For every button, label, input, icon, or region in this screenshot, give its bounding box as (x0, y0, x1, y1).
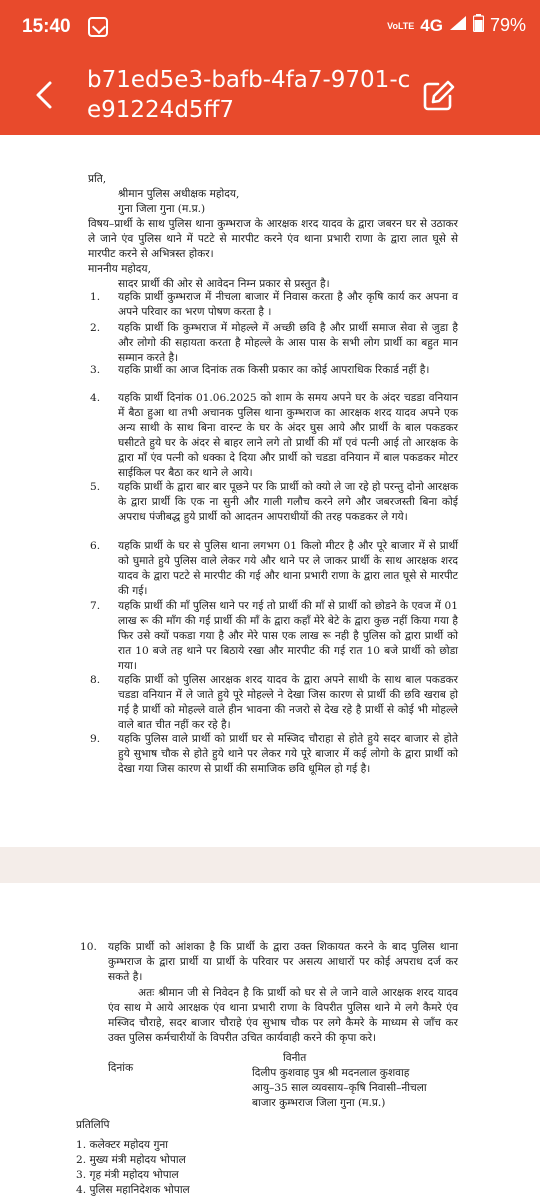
copy-label: प्रतिलिपि (76, 1119, 110, 1131)
network-label: 4G (420, 15, 443, 35)
point-number: 7. (90, 600, 101, 612)
point-number: 4. (90, 392, 101, 404)
point-number: 5. (90, 481, 101, 493)
request-paragraph: अतः श्रीमान जी से निवेदन है कि प्रार्थी को घर से ले जाने वाले आरक्षक शरद यादव एंव साथ मे आये आरक्षक एंव थाना प्रभारी राणा के विपरीत पुलिस थाने मे लगे कैमरे एंव मस्जिद चौराहे, सदर बाजार चौराहे एंव सुभाष चौक पर लगे कैमरे के माध्यम से जाँच कर उक्त पुलिस कर्मचारीयों के विपरीत उचित कार्यवाही करने की कृपा करे। (108, 987, 458, 1044)
copy-item: 3. गृह मंत्री महोदय भोपाल (76, 1169, 179, 1181)
document-viewer[interactable] (0, 135, 540, 1200)
point-text: यहकि प्रार्थी का आज दिनांक तक किसी प्रकार का कोई आपराधिक रिकार्ड नहीं है। (118, 364, 430, 376)
point-text: यहकि प्रार्थी को पुलिस आरक्षक शरद यादव के द्वारा अपने साथी के साथ बाल पकडकर चडडा वनियान में ले जाते हुये पूरे मोहल्ले ने देखा जिस कारण से प्रार्थी की छवि खराब हो गई है प्रार्थी को मोहल्ले वाले हीन भावना की नजरो से देख रहे है प्रार्थी से कोई भी मोहल्ले वाले बात चीत नहीं कर रहे है। (118, 674, 458, 731)
document-page-2 (0, 883, 540, 1200)
point-number: 3. (90, 364, 101, 376)
greeting: माननीय महोदय, (88, 263, 151, 275)
status-time: 15:40 (22, 16, 71, 37)
point-number: 1. (90, 291, 101, 303)
point-text: यहकि प्रार्थी के घर से पुलिस थाना लगभग 01 किलो मीटर है और पूरे बाजार में से प्रार्थी को घुमाते हुये पुलिस वाले लेकर गये और थाने पर ले जाकर प्रार्थी के साथ आरक्षक शरद यादव के द्वारा पटटे से मारपीट की गई और थाना प्रभारी राणा के द्वारा लात घूसे से मारपीट की गई। (118, 540, 458, 597)
document-title: b71ed5e3-bafb-4fa7-9701-ce91224d5ff7 (87, 67, 411, 123)
battery-icon (473, 14, 484, 37)
point-text: यहकि प्रार्थी कुम्भराज में नीचला बाजार में निवास करता है और कृषि कार्य कर अपना व अपने परिवार का भरण पोषण करता है । (118, 291, 458, 318)
copy-item: 2. मुख्य मंत्री महोदय भोपाल (76, 1154, 186, 1166)
point-text: यहकि प्रार्थी को आंशका है कि प्रार्थी के द्वारा उक्त शिकायत करने के बाद पुलिस थाना कुम्भराज के द्वारा प्रार्थी या प्रार्थी के परिवार पर असत्य आधारों पर कोई अपराध दर्ज कर सकते है। (108, 941, 458, 983)
addressee-line-1: श्रीमान पुलिस अधीक्षक महोदय, (118, 188, 240, 200)
point-text: यहकि प्रार्थी के द्वारा बार बार पूछने पर कि प्रार्थी को क्यो ले जा रहे हो परन्तु दोनो आरक्षक के द्वारा प्रार्थी कि एक ना सुनी और गाली गलौच करने लगे और जबरजस्ती बिना कोई अपराध पंजीबद्ध हुये प्रार्थी को आदतन आपराधीयों की तरह पकडकर ले गये। (118, 481, 458, 523)
volte-label: VoLTE (387, 20, 415, 31)
back-button[interactable] (26, 75, 66, 115)
copy-item: 1. कलेक्टर महोदय गुना (76, 1139, 169, 1151)
point-number: 10. (80, 941, 97, 953)
edit-icon (418, 76, 458, 116)
point-text: यहकि प्रार्थी कि कुम्भराज में मोहल्ले में अच्छी छवि है और प्रार्थी समाज सेवा से जुडा है और लोगो की सहायता करता है मोहल्ले के आस पास के सभी लोग प्रार्थी का बहुत मान सम्मान करते है। (118, 322, 458, 364)
sender-line-3: बाजार कुम्भराज जिला गुना (म.प्र.) (252, 1097, 386, 1109)
salutation: प्रति, (88, 173, 107, 185)
intro-line: सादर प्रार्थी की ओर से आवेदन निम्न प्रकार से प्रस्तुत है। (118, 278, 330, 290)
point-number: 2. (90, 322, 101, 334)
document-page-1 (0, 135, 540, 847)
point-number: 9. (90, 733, 101, 745)
subject: विषय–प्रार्थी के साथ पुलिस थाना कुम्भराज के आरक्षक शरद यादव के द्वारा जबरन घर से उठाकर ले जाने एंव पुलिस थाने में पटटे से मारपीट करने एंव थाना प्रभारी राणा के द्वारा लात घूसे से मारपीट करने से अभित्रस्त होकर। (88, 218, 458, 260)
addressee-line-2: गुना जिला गुना (म.प्र.) (118, 203, 206, 215)
app-notification-icon (88, 17, 108, 37)
point-number: 8. (90, 674, 101, 686)
signal-icon (449, 15, 467, 36)
point-text: यहकि प्रार्थी दिनांक 01.06.2025 को शाम के समय अपने घर के अंदर चडडा वनियान में बैठा हुआ था तभी अचानक पुलिस थाना कुम्भराज का आरक्षक शरद यादव अपने एक अन्य साथी के साथ बिना वारन्ट के घर के अंदर घुस आये और प्रार्थी के बाल पकडकर घसीटते हुये घर के अंदर से बाहर लाने लगे तो प्रार्थी की माँ एवं पत्नी आई तो आरक्षक के द्वारा माँ एंव पत्नी को धक्का दे दिया और प्रार्थी को चडडा वनियान में बाल पकडकर मोटर साईकिल पर बैठा कर थाने ले आये। (118, 392, 458, 479)
sender-line-1: दिलीप कुशवाह पुत्र श्री मदनलाल कुशवाह (252, 1067, 410, 1079)
closing: विनीत (283, 1052, 307, 1064)
sender-line-2: आयु–35 साल व्यवसाय–कृषि निवासी–नीचला (252, 1082, 427, 1094)
point-text: यहकि प्रार्थी की माँ पुलिस थाने पर गई तो प्रार्थी की माँ से प्रार्थी को छोडने के एवज में 01 लाख रू की माँग की गई प्रार्थी की माँ के द्वारा कहाँ मेरे बेटे के द्वारा कुछ नहीं किया गया है फिर उसे क्यों पकडा गया है और मेरे पास एक लाख रू नही है पुलिस को द्वारा प्रार्थी को रात 10 बजे तह थाने पर बिठाये रखा और मारपीट की गई रात 10 बजे प्रार्थी को छोडा गया। (118, 600, 458, 672)
point-number: 6. (90, 540, 101, 552)
copy-item: 4. पुलिस महानिदेशक भोपाल (76, 1184, 190, 1196)
point-text: यहकि पुलिस वाले प्रार्थी को प्रार्थी घर से मस्जिद चौराहा से होते हुये सदर बाजार से होते हुये सुभाष चौक से होते हुये थाने पर लेकर गये पूरे बाजार में कई लोगो के द्वारा प्रार्थी को देखा गया जिस कारण से प्रार्थी की समाजिक छवि धूमिल हो गई है। (118, 733, 458, 775)
app-header (0, 55, 540, 135)
back-arrow-icon (26, 75, 66, 115)
status-bar (0, 0, 540, 55)
date-label: दिनांक (108, 1062, 134, 1074)
status-icons (387, 14, 526, 37)
edit-button[interactable] (418, 76, 458, 116)
battery-level: 79% (489, 15, 526, 35)
